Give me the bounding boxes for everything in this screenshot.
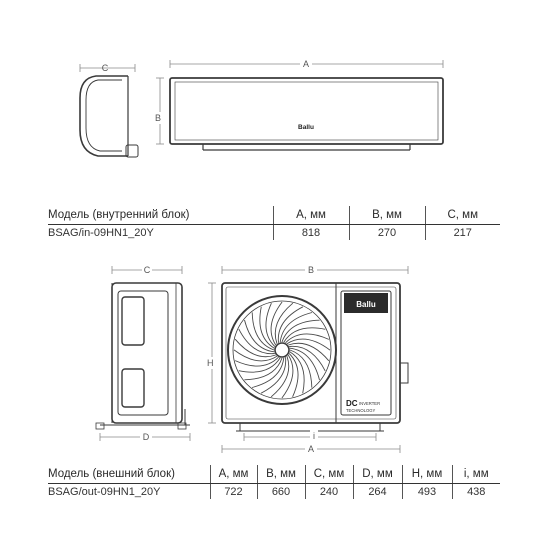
indoor-header-a: A, мм [273, 206, 349, 225]
indoor-header-model: Модель (внутренний блок) [48, 206, 273, 225]
outdoor-dim-h-label: H [207, 358, 214, 368]
outdoor-spec-table [48, 465, 500, 499]
indoor-model-cell: BSAG/in-09HN1_20Y [48, 226, 154, 239]
fan-blade-line [261, 357, 286, 393]
fan-blade-line [252, 358, 284, 388]
inverter-badge-line1: INVERTER [359, 401, 381, 406]
outdoor-dim-h [208, 283, 216, 423]
outdoor-d-cell: 264 [353, 484, 402, 500]
indoor-header-b: B, мм [349, 206, 425, 225]
outdoor-dim-d-label: D [142, 432, 150, 442]
indoor-dim-b [156, 78, 164, 144]
outdoor-dim-i-label: i [313, 431, 315, 441]
outdoor-a-cell: 722 [210, 484, 257, 500]
outdoor-h-cell: 493 [402, 484, 452, 500]
outdoor-brand-logo: Ballu [356, 300, 376, 309]
indoor-header-c: C, мм [425, 206, 500, 225]
outdoor-header-model: Модель (внешний блок) [48, 465, 210, 484]
outdoor-b-cell: 660 [257, 484, 305, 500]
outdoor-header-h: H, мм [402, 465, 452, 484]
outdoor-header-a: A, мм [210, 465, 257, 484]
outdoor-header-i: i, мм [452, 465, 500, 484]
indoor-spec-table [48, 206, 500, 240]
inverter-badge-line2: TECHNOLOGY [346, 408, 376, 413]
indoor-a-cell: 818 [273, 225, 349, 241]
fan-blades [234, 302, 330, 398]
fan-grille [228, 296, 336, 404]
indoor-brand-logo: Ballu [298, 124, 314, 131]
indoor-dim-b-label: B [155, 113, 162, 123]
outdoor-header-d: D, мм [353, 465, 402, 484]
outdoor-header-c: C, мм [305, 465, 353, 484]
indoor-b-cell: 270 [349, 225, 425, 241]
outdoor-header-b: B, мм [257, 465, 305, 484]
fan-blade-line [278, 307, 303, 343]
outdoor-i-cell: 438 [452, 484, 500, 500]
indoor-table-header [48, 206, 500, 225]
outdoor-table-header [48, 465, 500, 484]
fan-blade-line [239, 329, 275, 354]
outdoor-dim-b-label: B [307, 265, 315, 275]
indoor-dim-c-label: C [101, 63, 109, 73]
outdoor-dim-c-label: C [143, 265, 151, 275]
outdoor-c-cell: 240 [305, 484, 353, 500]
dc-badge-label: DC [346, 399, 358, 408]
outdoor-dim-a-label: A [307, 444, 315, 454]
fan-blade-line [290, 348, 320, 380]
indoor-dim-a-label: A [302, 59, 310, 69]
table-row [48, 225, 500, 241]
indoor-unit-drawing [0, 0, 550, 200]
outdoor-model-cell: BSAG/out-09HN1_20Y [48, 485, 161, 498]
outdoor-side-view [96, 283, 190, 429]
fan-blade-line [289, 346, 325, 371]
outdoor-unit-drawing [0, 255, 550, 460]
indoor-c-cell: 217 [425, 225, 500, 241]
indoor-front-view [170, 78, 443, 150]
table-row [48, 484, 500, 500]
fan-blade-line [245, 320, 275, 352]
indoor-side-view [80, 76, 138, 157]
fan-blade-line [280, 313, 312, 343]
